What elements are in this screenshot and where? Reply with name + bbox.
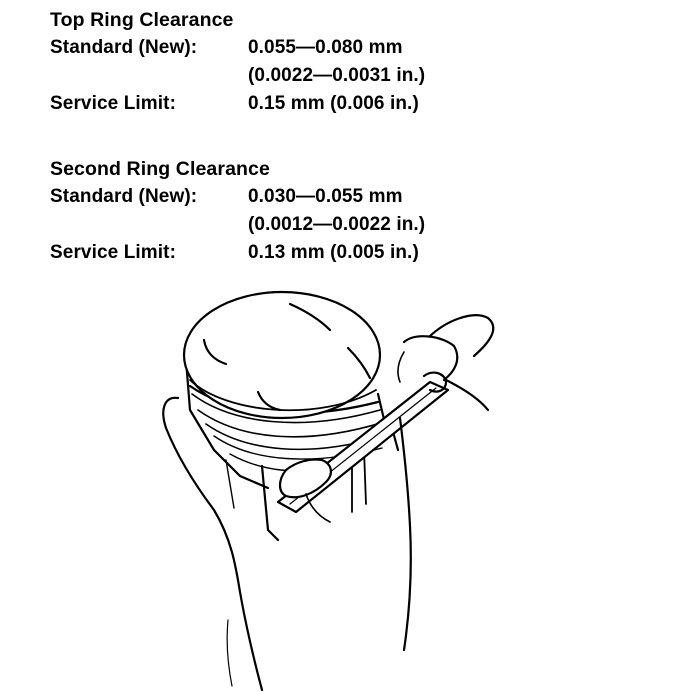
second-ring-service-value: 0.13 mm (0.005 in.) — [248, 242, 419, 263]
second-ring-title: Second Ring Clearance — [50, 158, 270, 180]
second-ring-standard-label: Standard (New): — [50, 186, 198, 207]
second-ring-standard-in-row — [50, 211, 426, 239]
top-ring-service-row — [50, 90, 419, 118]
second-ring-service-row — [50, 239, 419, 267]
top-ring-service-label: Service Limit: — [50, 93, 177, 114]
second-ring-standard-mm: 0.030—0.055 mm — [248, 186, 403, 207]
second-ring-clearance-spec — [50, 155, 426, 267]
top-ring-standard-in: (0.0022—0.0031 in.) — [248, 65, 426, 86]
top-ring-service-value: 0.15 mm (0.006 in.) — [248, 93, 419, 114]
right-hand-knuckle — [398, 352, 404, 382]
left-hand-wrist-line — [227, 620, 232, 686]
top-ring-clearance-spec — [50, 6, 426, 118]
second-ring-service-label: Service Limit: — [50, 242, 177, 263]
top-ring-standard-label: Standard (New): — [50, 37, 198, 58]
top-ring-title: Top Ring Clearance — [50, 9, 234, 31]
left-hand-palm-outline — [163, 398, 262, 690]
second-ring-standard-in: (0.0012—0.0022 in.) — [248, 214, 426, 235]
left-hand-back-outline — [400, 418, 411, 650]
second-ring-standard-row — [50, 183, 403, 211]
left-hand-thumb — [280, 459, 331, 497]
top-ring-standard-in-row — [50, 62, 426, 90]
top-ring-standard-row — [50, 34, 403, 62]
piston-crown — [184, 292, 380, 418]
piston-ring-feeler-gauge-illustration — [0, 290, 688, 692]
right-hand-finger — [446, 380, 488, 410]
top-ring-standard-mm: 0.055—0.080 mm — [248, 37, 403, 58]
piston-skirt-inner-line — [262, 466, 278, 540]
